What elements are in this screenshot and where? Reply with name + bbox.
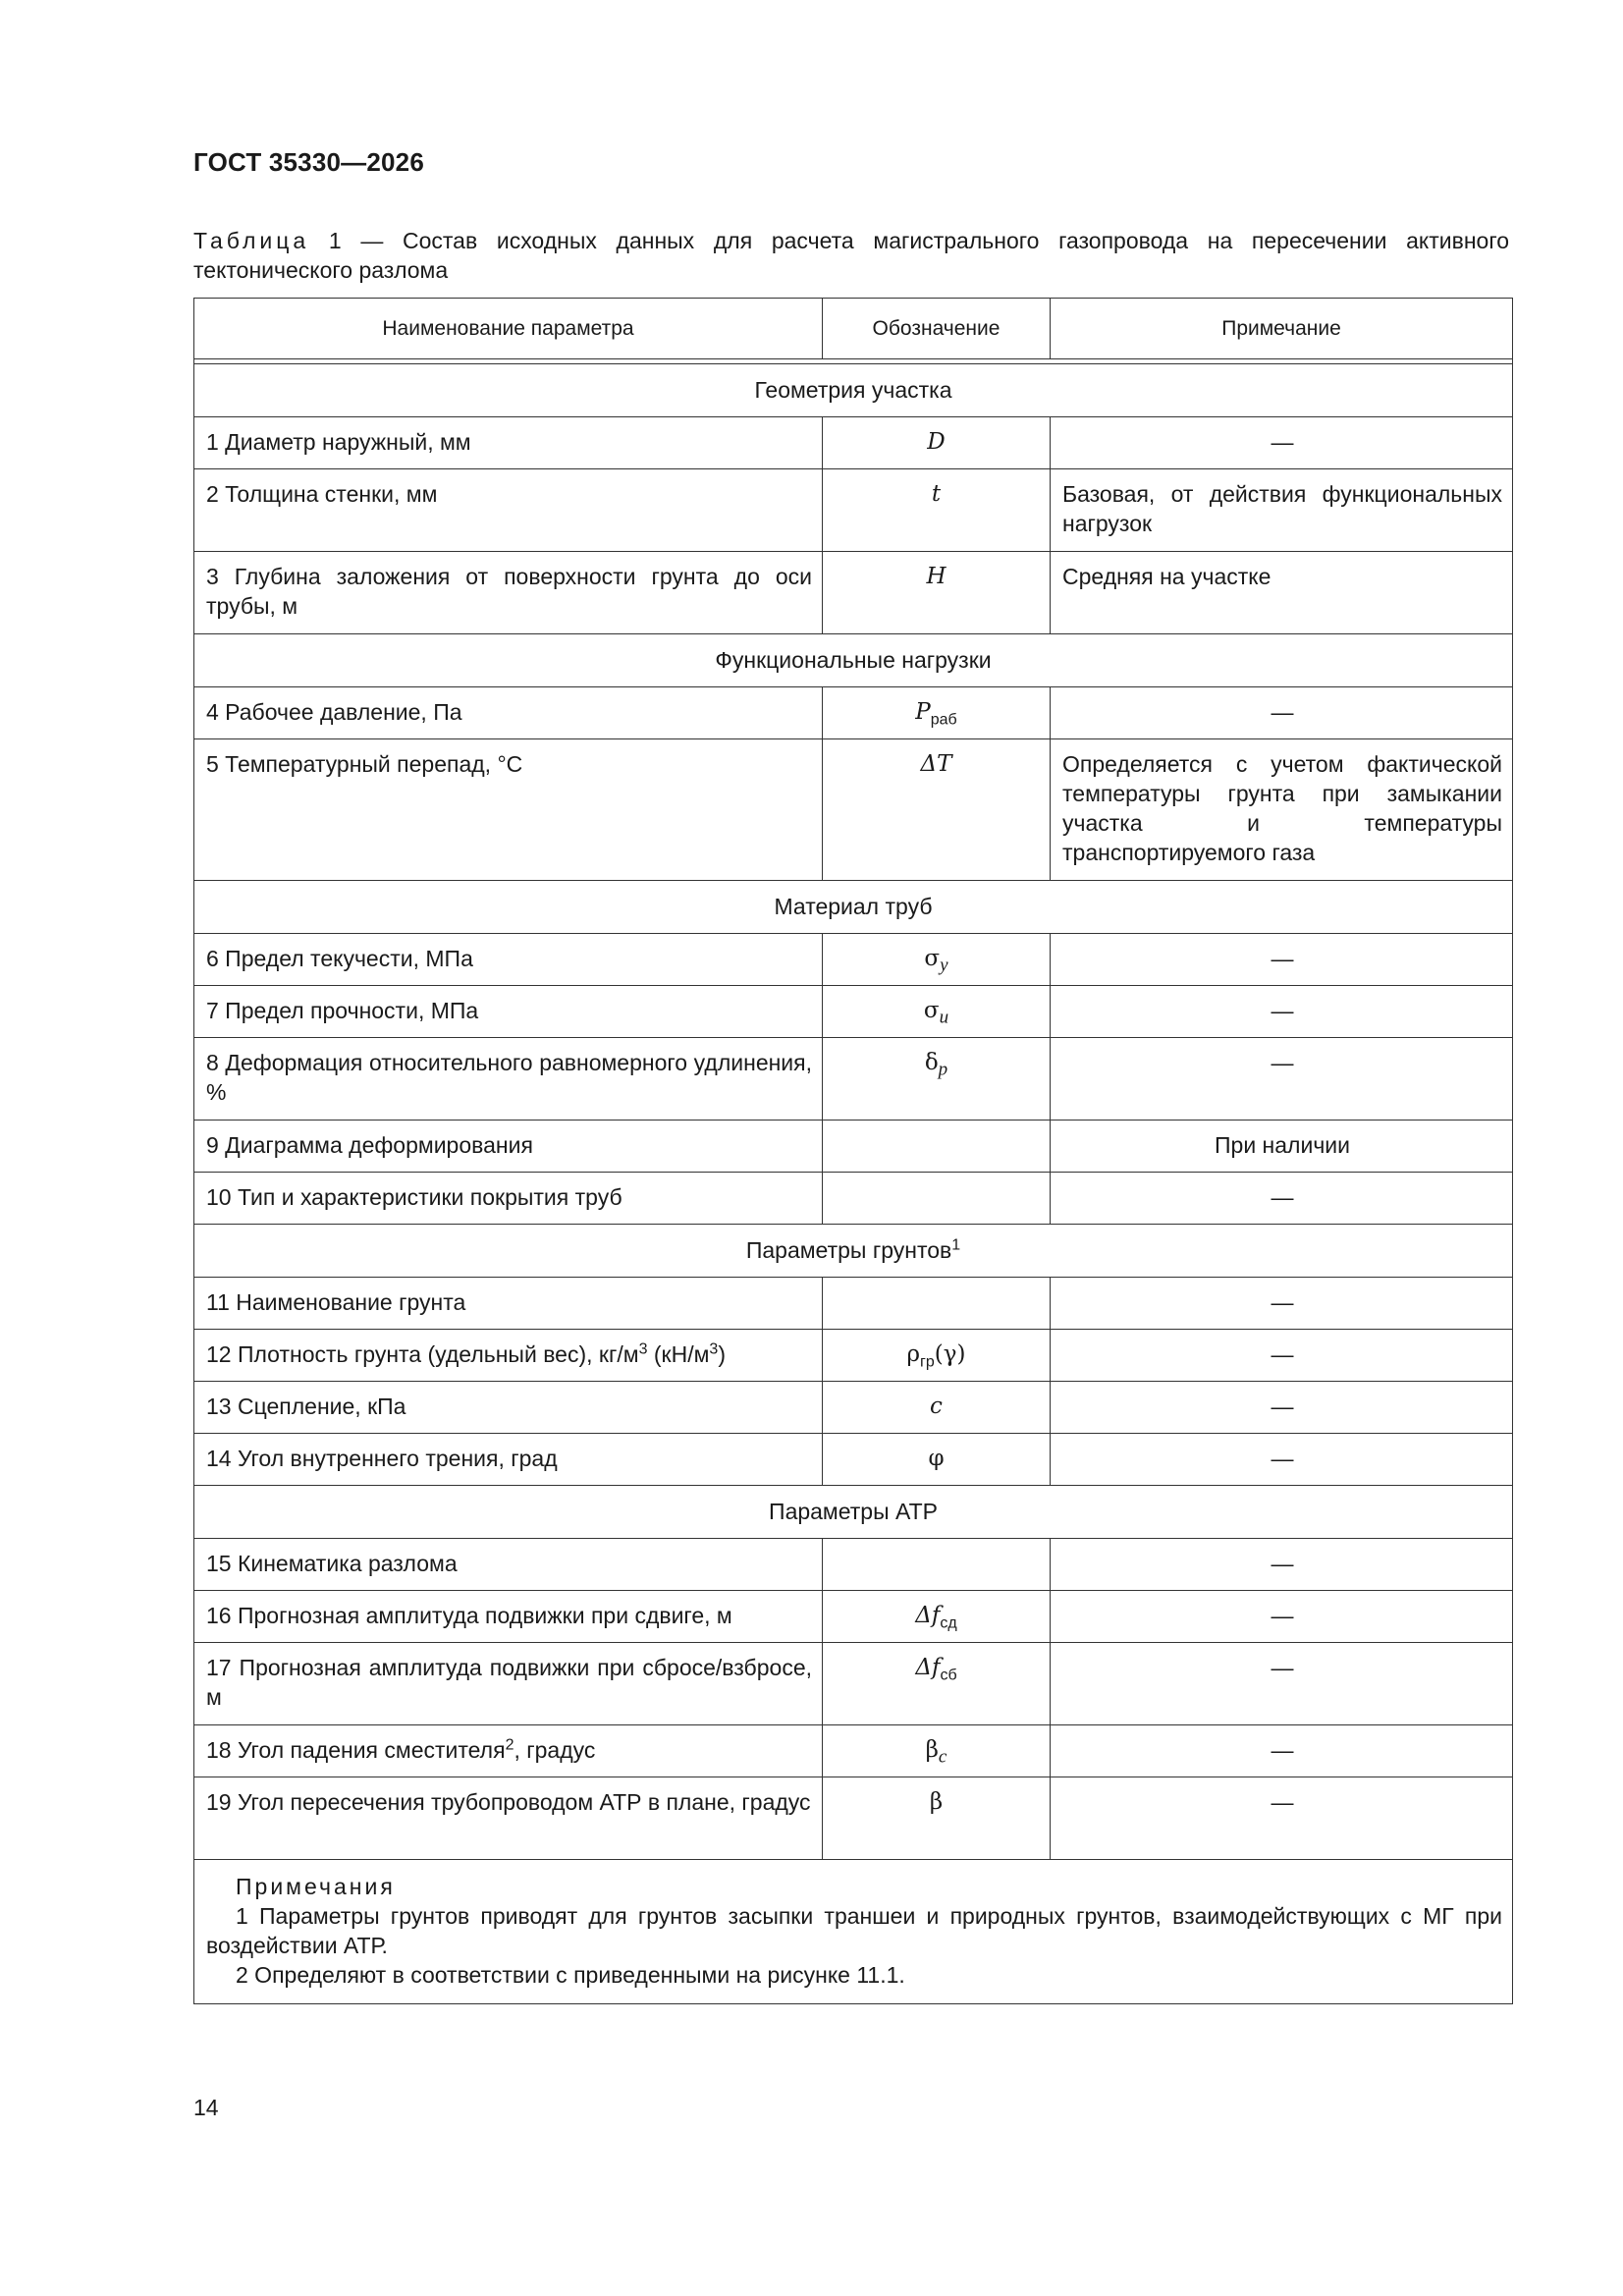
table-row bbox=[194, 1278, 1513, 1330]
symbol-base: Δf bbox=[915, 1655, 941, 1680]
param-note: — bbox=[1051, 687, 1513, 739]
param-note: Средняя на участке bbox=[1051, 552, 1513, 634]
footnote-ref: 1 bbox=[951, 1236, 961, 1254]
param-symbol bbox=[823, 1173, 1051, 1225]
table-row bbox=[194, 417, 1513, 469]
param-name bbox=[194, 1725, 823, 1777]
table-row bbox=[194, 1330, 1513, 1382]
name-superscript: 3 bbox=[638, 1340, 648, 1358]
param-symbol: ΔT bbox=[823, 739, 1051, 881]
symbol-subscript: гр bbox=[920, 1353, 935, 1371]
param-symbol bbox=[823, 986, 1051, 1038]
table-row bbox=[194, 1643, 1513, 1725]
param-note: Базовая, от действия функциональных нагрузок bbox=[1051, 469, 1513, 552]
param-name: 8 Деформация относительного равномерного удлинения, % bbox=[194, 1038, 823, 1121]
section-title-text: Параметры грунтов bbox=[745, 1237, 952, 1263]
section-title: Геометрия участка bbox=[194, 364, 1513, 417]
param-name: 9 Диаграмма деформирования bbox=[194, 1121, 823, 1173]
section-row-loads bbox=[194, 634, 1513, 687]
param-note: Определяется с учетом фактической температуры грунта при замыкании участка и температуры транспортируемого газа bbox=[1051, 739, 1513, 881]
table-row bbox=[194, 986, 1513, 1038]
note-item: 1 Параметры грунтов приводят для грунтов засыпки траншеи и природных грунтов, взаимодействующих с МГ при воздействии АТР. bbox=[206, 1903, 1502, 1958]
notes-title: Примечания bbox=[236, 1874, 396, 1899]
param-note: — bbox=[1051, 1038, 1513, 1121]
param-note: — bbox=[1051, 1330, 1513, 1382]
param-symbol: φ bbox=[823, 1434, 1051, 1486]
symbol-subscript: c bbox=[938, 1746, 947, 1768]
param-name: 11 Наименование грунта bbox=[194, 1278, 823, 1330]
param-symbol bbox=[823, 1591, 1051, 1643]
section-row-soil bbox=[194, 1225, 1513, 1278]
param-note: — bbox=[1051, 1434, 1513, 1486]
table-row bbox=[194, 1434, 1513, 1486]
column-header-symbol: Обозначение bbox=[823, 299, 1051, 359]
symbol-tail: (γ) bbox=[934, 1341, 966, 1367]
param-note: — bbox=[1051, 1725, 1513, 1777]
table-row bbox=[194, 1038, 1513, 1121]
name-superscript: 2 bbox=[505, 1736, 514, 1754]
param-symbol bbox=[823, 1038, 1051, 1121]
symbol-base: ρ bbox=[906, 1341, 921, 1367]
param-symbol: t bbox=[823, 469, 1051, 552]
notes-row bbox=[194, 1860, 1513, 2004]
symbol-base: σ bbox=[924, 946, 941, 971]
parameters-table bbox=[193, 298, 1513, 2004]
table-row bbox=[194, 687, 1513, 739]
column-header-name: Наименование параметра bbox=[194, 299, 823, 359]
document-code: ГОСТ 35330—2026 bbox=[193, 147, 424, 177]
table-row bbox=[194, 739, 1513, 881]
param-symbol: H bbox=[823, 552, 1051, 634]
param-name: 3 Глубина заложения от поверхности грунта до оси трубы, м bbox=[194, 552, 823, 634]
section-title: Функциональные нагрузки bbox=[194, 634, 1513, 687]
section-title: Материал труб bbox=[194, 881, 1513, 934]
table-row bbox=[194, 1539, 1513, 1591]
name-superscript: 3 bbox=[709, 1340, 719, 1358]
param-symbol bbox=[823, 1725, 1051, 1777]
param-name: 15 Кинематика разлома bbox=[194, 1539, 823, 1591]
symbol-subscript: y bbox=[940, 955, 948, 976]
param-symbol: D bbox=[823, 417, 1051, 469]
param-name: 10 Тип и характеристики покрытия труб bbox=[194, 1173, 823, 1225]
param-name bbox=[194, 1330, 823, 1382]
symbol-base: δ bbox=[924, 1050, 939, 1075]
section-row-material bbox=[194, 881, 1513, 934]
param-note: — bbox=[1051, 1382, 1513, 1434]
param-name: 16 Прогнозная амплитуда подвижки при сдвиге, м bbox=[194, 1591, 823, 1643]
param-note: — bbox=[1051, 1539, 1513, 1591]
table-row bbox=[194, 469, 1513, 552]
table-row bbox=[194, 934, 1513, 986]
table-row bbox=[194, 1591, 1513, 1643]
param-note: — bbox=[1051, 417, 1513, 469]
symbol-base: P bbox=[915, 699, 931, 725]
param-name: 2 Толщина стенки, мм bbox=[194, 469, 823, 552]
param-note: — bbox=[1051, 986, 1513, 1038]
symbol-base: β bbox=[925, 1737, 939, 1763]
page-number: 14 bbox=[193, 2095, 219, 2120]
caption-label: Таблица bbox=[193, 228, 310, 253]
table-row bbox=[194, 552, 1513, 634]
param-symbol bbox=[823, 1278, 1051, 1330]
param-name: 6 Предел текучести, МПа bbox=[194, 934, 823, 986]
section-title: Параметры АТР bbox=[194, 1486, 1513, 1539]
param-note: — bbox=[1051, 934, 1513, 986]
param-symbol bbox=[823, 1330, 1051, 1382]
table-row bbox=[194, 1777, 1513, 1860]
name-part: 18 Угол падения сместителя bbox=[206, 1737, 506, 1763]
table-row bbox=[194, 1121, 1513, 1173]
param-symbol bbox=[823, 934, 1051, 986]
section-row-atr bbox=[194, 1486, 1513, 1539]
symbol-subscript: раб bbox=[930, 711, 957, 729]
param-name: 1 Диаметр наружный, мм bbox=[194, 417, 823, 469]
table-notes bbox=[194, 1860, 1513, 2004]
name-part: (кН/м bbox=[647, 1341, 710, 1367]
section-title bbox=[194, 1225, 1513, 1278]
table-caption bbox=[193, 226, 1509, 285]
param-name: 19 Угол пересечения трубопроводом АТР в плане, градус bbox=[194, 1777, 823, 1860]
table-row bbox=[194, 1725, 1513, 1777]
param-note: — bbox=[1051, 1777, 1513, 1860]
table-row bbox=[194, 1382, 1513, 1434]
param-note: — bbox=[1051, 1591, 1513, 1643]
param-note: — bbox=[1051, 1643, 1513, 1725]
param-name: 17 Прогнозная амплитуда подвижки при сбросе/взбросе, м bbox=[194, 1643, 823, 1725]
param-symbol bbox=[823, 1539, 1051, 1591]
param-symbol: β bbox=[823, 1777, 1051, 1860]
symbol-subscript: сд bbox=[940, 1614, 957, 1632]
param-symbol bbox=[823, 1643, 1051, 1725]
name-part: 12 Плотность грунта (удельный вес), кг/м bbox=[206, 1341, 639, 1367]
param-name: 5 Температурный перепад, °С bbox=[194, 739, 823, 881]
param-name: 4 Рабочее давление, Па bbox=[194, 687, 823, 739]
section-row-geometry bbox=[194, 364, 1513, 417]
param-name: 14 Угол внутреннего трения, град bbox=[194, 1434, 823, 1486]
column-header-note: Примечание bbox=[1051, 299, 1513, 359]
name-part: ) bbox=[718, 1341, 726, 1367]
symbol-subscript: p bbox=[938, 1059, 948, 1080]
table-row bbox=[194, 1173, 1513, 1225]
symbol-subscript: сб bbox=[940, 1667, 957, 1684]
param-symbol bbox=[823, 687, 1051, 739]
symbol-base: Δf bbox=[915, 1603, 941, 1628]
symbol-base: σ bbox=[923, 998, 940, 1023]
param-symbol bbox=[823, 1121, 1051, 1173]
table-header-row bbox=[194, 299, 1513, 359]
param-note: — bbox=[1051, 1278, 1513, 1330]
symbol-subscript: u bbox=[939, 1007, 949, 1028]
param-name: 13 Сцепление, кПа bbox=[194, 1382, 823, 1434]
name-part: , градус bbox=[514, 1737, 596, 1763]
caption-text: 1 — Состав исходных данных для расчета магистрального газопровода на пересечении активного тектонического разлома bbox=[193, 228, 1509, 283]
param-note: — bbox=[1051, 1173, 1513, 1225]
param-note: При наличии bbox=[1051, 1121, 1513, 1173]
param-name: 7 Предел прочности, МПа bbox=[194, 986, 823, 1038]
param-symbol: c bbox=[823, 1382, 1051, 1434]
note-item: 2 Определяют в соответствии с приведенными на рисунке 11.1. bbox=[236, 1962, 905, 1988]
